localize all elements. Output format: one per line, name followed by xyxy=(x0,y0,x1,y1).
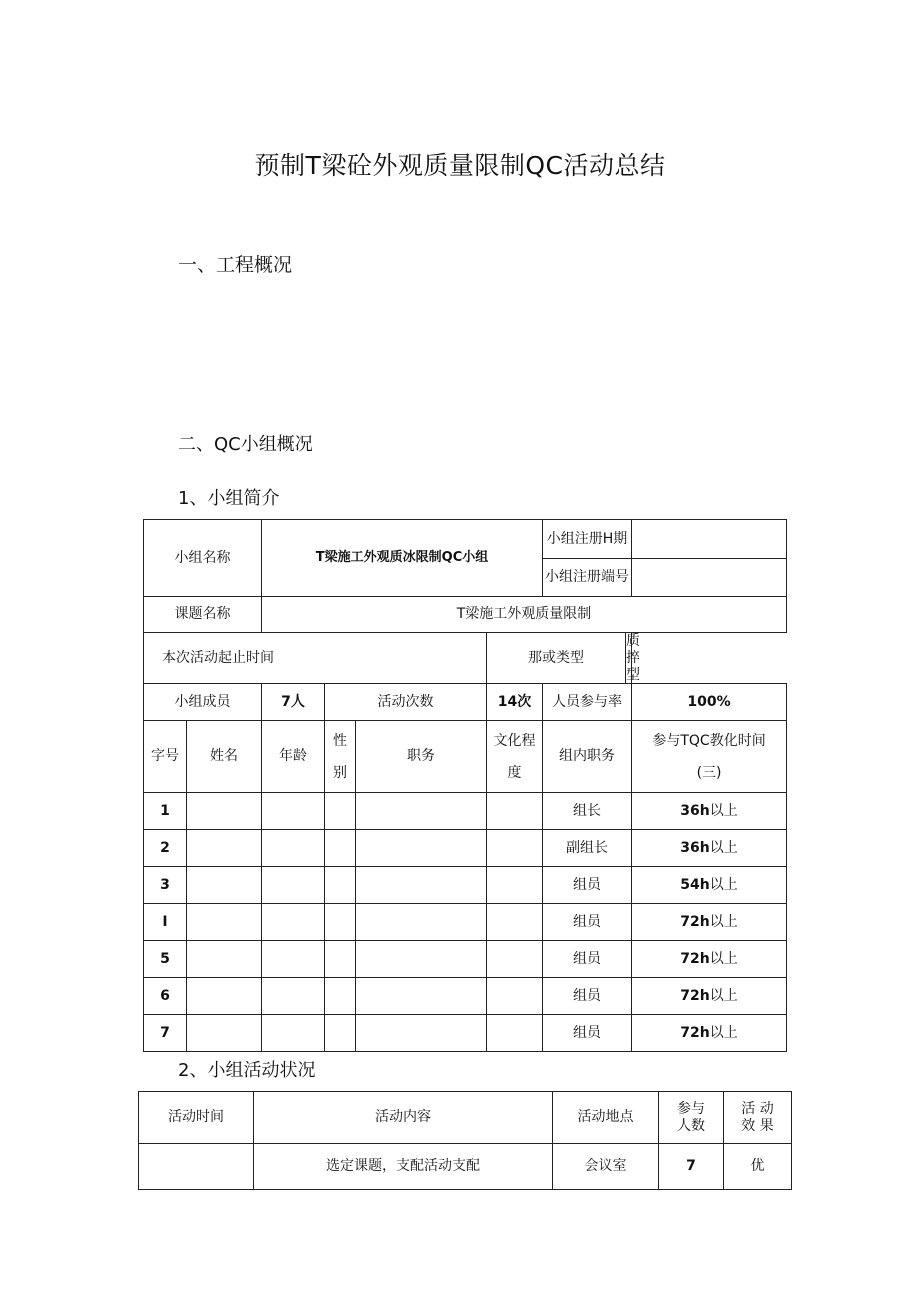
count-label: 活动次数 xyxy=(325,684,487,721)
activity-header-time: 活动时间 xyxy=(139,1092,254,1144)
reg-date-value xyxy=(632,520,787,559)
member-role: 组员 xyxy=(543,867,632,904)
topic-value: T梁施工外观质量限制 xyxy=(262,597,787,633)
member-duty xyxy=(356,793,487,830)
member-name xyxy=(187,830,262,867)
header-hours-line2: (三) xyxy=(696,764,722,781)
member-hours xyxy=(632,941,787,978)
activity-table xyxy=(138,1091,792,1190)
member-hours-value: 36h xyxy=(680,839,710,856)
member-hours-suffix: 以上 xyxy=(709,950,738,967)
member-hours-suffix: 以上 xyxy=(709,839,738,856)
type-value: 质捽型 xyxy=(626,633,640,683)
activity-header-result-line2: 效 果 xyxy=(741,1117,774,1134)
member-no: 7 xyxy=(144,1015,187,1052)
member-sex xyxy=(325,904,356,941)
header-no: 字号 xyxy=(144,721,187,793)
rate-label: 人员参与率 xyxy=(543,684,632,721)
member-sex xyxy=(325,1015,356,1052)
header-education-line1: 文化程 xyxy=(493,732,536,749)
member-name xyxy=(187,1015,262,1052)
member-role: 组长 xyxy=(543,793,632,830)
member-age xyxy=(262,867,325,904)
activity-place: 会议室 xyxy=(553,1144,659,1190)
member-hours xyxy=(632,978,787,1015)
members-value: 7人 xyxy=(262,684,325,721)
header-sex-line1: 性 xyxy=(333,732,347,749)
member-sex xyxy=(325,793,356,830)
member-hours-suffix: 以上 xyxy=(709,802,738,819)
member-no: 5 xyxy=(144,941,187,978)
member-duty xyxy=(356,830,487,867)
member-hours-suffix: 以上 xyxy=(709,876,738,893)
header-sex-line2: 别 xyxy=(333,764,347,781)
member-sex xyxy=(325,867,356,904)
header-education-line2: 度 xyxy=(507,764,522,781)
group-name-label: 小组名称 xyxy=(144,520,262,597)
member-row xyxy=(144,1015,787,1052)
member-role: 副组长 xyxy=(543,830,632,867)
header-training-hours xyxy=(632,721,787,793)
member-name xyxy=(187,867,262,904)
member-hours-suffix: 以上 xyxy=(709,1024,738,1041)
header-duty: 职务 xyxy=(356,721,487,793)
member-no: 2 xyxy=(144,830,187,867)
section-heading-qc-group: 二、QC小组概况 xyxy=(178,434,313,455)
member-sex xyxy=(325,978,356,1015)
group-intro-table xyxy=(143,519,787,1052)
type-label: 那或类型 xyxy=(487,633,626,683)
subheading-group-activity: 2、小组活动状况 xyxy=(178,1060,316,1081)
member-role: 组员 xyxy=(543,978,632,1015)
member-age xyxy=(262,904,325,941)
header-name: 姓名 xyxy=(187,721,262,793)
member-name xyxy=(187,978,262,1015)
period-label: 本次活动起止时间 xyxy=(144,633,487,684)
header-age: 年龄 xyxy=(262,721,325,793)
member-hours-value: 72h xyxy=(680,913,710,930)
member-hours-value: 72h xyxy=(680,1024,710,1041)
member-education xyxy=(487,941,543,978)
activity-header-result-line1: 活 动 xyxy=(741,1100,774,1117)
member-hours-value: 72h xyxy=(680,950,710,967)
activity-header-result xyxy=(724,1092,792,1144)
member-age xyxy=(262,941,325,978)
member-age xyxy=(262,978,325,1015)
activity-time xyxy=(139,1144,254,1190)
activity-people: 7 xyxy=(659,1144,724,1190)
member-duty xyxy=(356,941,487,978)
member-row xyxy=(144,941,787,978)
activity-header-people-line2: 人数 xyxy=(677,1117,705,1134)
topic-label: 课题名称 xyxy=(144,597,262,633)
member-education xyxy=(487,904,543,941)
member-age xyxy=(262,830,325,867)
member-education xyxy=(487,867,543,904)
member-education xyxy=(487,1015,543,1052)
activity-header-people-line1: 参与 xyxy=(677,1100,705,1117)
member-education xyxy=(487,830,543,867)
member-hours-value: 54h xyxy=(680,876,710,893)
activity-row xyxy=(139,1144,792,1190)
member-hours xyxy=(632,904,787,941)
reg-no-label: 小组注册端号 xyxy=(543,559,632,597)
member-row xyxy=(144,830,787,867)
member-education xyxy=(487,793,543,830)
member-duty xyxy=(356,1015,487,1052)
activity-header-content: 活动内容 xyxy=(254,1092,553,1144)
member-no: 1 xyxy=(144,793,187,830)
member-no: 3 xyxy=(144,867,187,904)
member-hours xyxy=(632,793,787,830)
activity-header-people xyxy=(659,1092,724,1144)
group-name-value: T梁施工外观质冰限制QC小组 xyxy=(262,520,543,597)
count-value: 14次 xyxy=(487,684,543,721)
subheading-group-intro: 1、小组简介 xyxy=(178,488,280,509)
member-sex xyxy=(325,941,356,978)
member-name xyxy=(187,904,262,941)
reg-date-label: 小组注册H期 xyxy=(543,520,632,559)
member-row xyxy=(144,793,787,830)
reg-no-value xyxy=(632,559,787,597)
member-age xyxy=(262,793,325,830)
member-role: 组员 xyxy=(543,941,632,978)
member-sex xyxy=(325,830,356,867)
members-label: 小组成员 xyxy=(144,684,262,721)
section-heading-project-overview: 一、工程概况 xyxy=(178,254,293,276)
member-row xyxy=(144,978,787,1015)
member-hours xyxy=(632,830,787,867)
activity-header-place: 活动地点 xyxy=(553,1092,659,1144)
member-role: 组员 xyxy=(543,904,632,941)
member-hours-suffix: 以上 xyxy=(709,913,738,930)
member-role: 组员 xyxy=(543,1015,632,1052)
activity-result: 优 xyxy=(724,1144,792,1190)
header-sex xyxy=(325,721,356,793)
member-row xyxy=(144,867,787,904)
member-duty xyxy=(356,904,487,941)
member-hours xyxy=(632,1015,787,1052)
member-hours-value: 36h xyxy=(680,802,710,819)
member-hours xyxy=(632,867,787,904)
member-duty xyxy=(356,978,487,1015)
member-no: 6 xyxy=(144,978,187,1015)
header-hours-line1: 参与TQC教化时间 xyxy=(652,732,766,749)
member-no: I xyxy=(144,904,187,941)
rate-value: 100% xyxy=(632,684,787,721)
member-age xyxy=(262,1015,325,1052)
header-education xyxy=(487,721,543,793)
activity-content: 选定课题，支配活动支配 xyxy=(254,1144,553,1190)
header-role: 组内职务 xyxy=(543,721,632,793)
member-row xyxy=(144,904,787,941)
member-duty xyxy=(356,867,487,904)
document-title: 预制T梁砼外观质量限制QC活动总结 xyxy=(254,151,666,180)
member-education xyxy=(487,978,543,1015)
member-hours-value: 72h xyxy=(680,987,710,1004)
member-name xyxy=(187,941,262,978)
member-name xyxy=(187,793,262,830)
member-hours-suffix: 以上 xyxy=(709,987,738,1004)
